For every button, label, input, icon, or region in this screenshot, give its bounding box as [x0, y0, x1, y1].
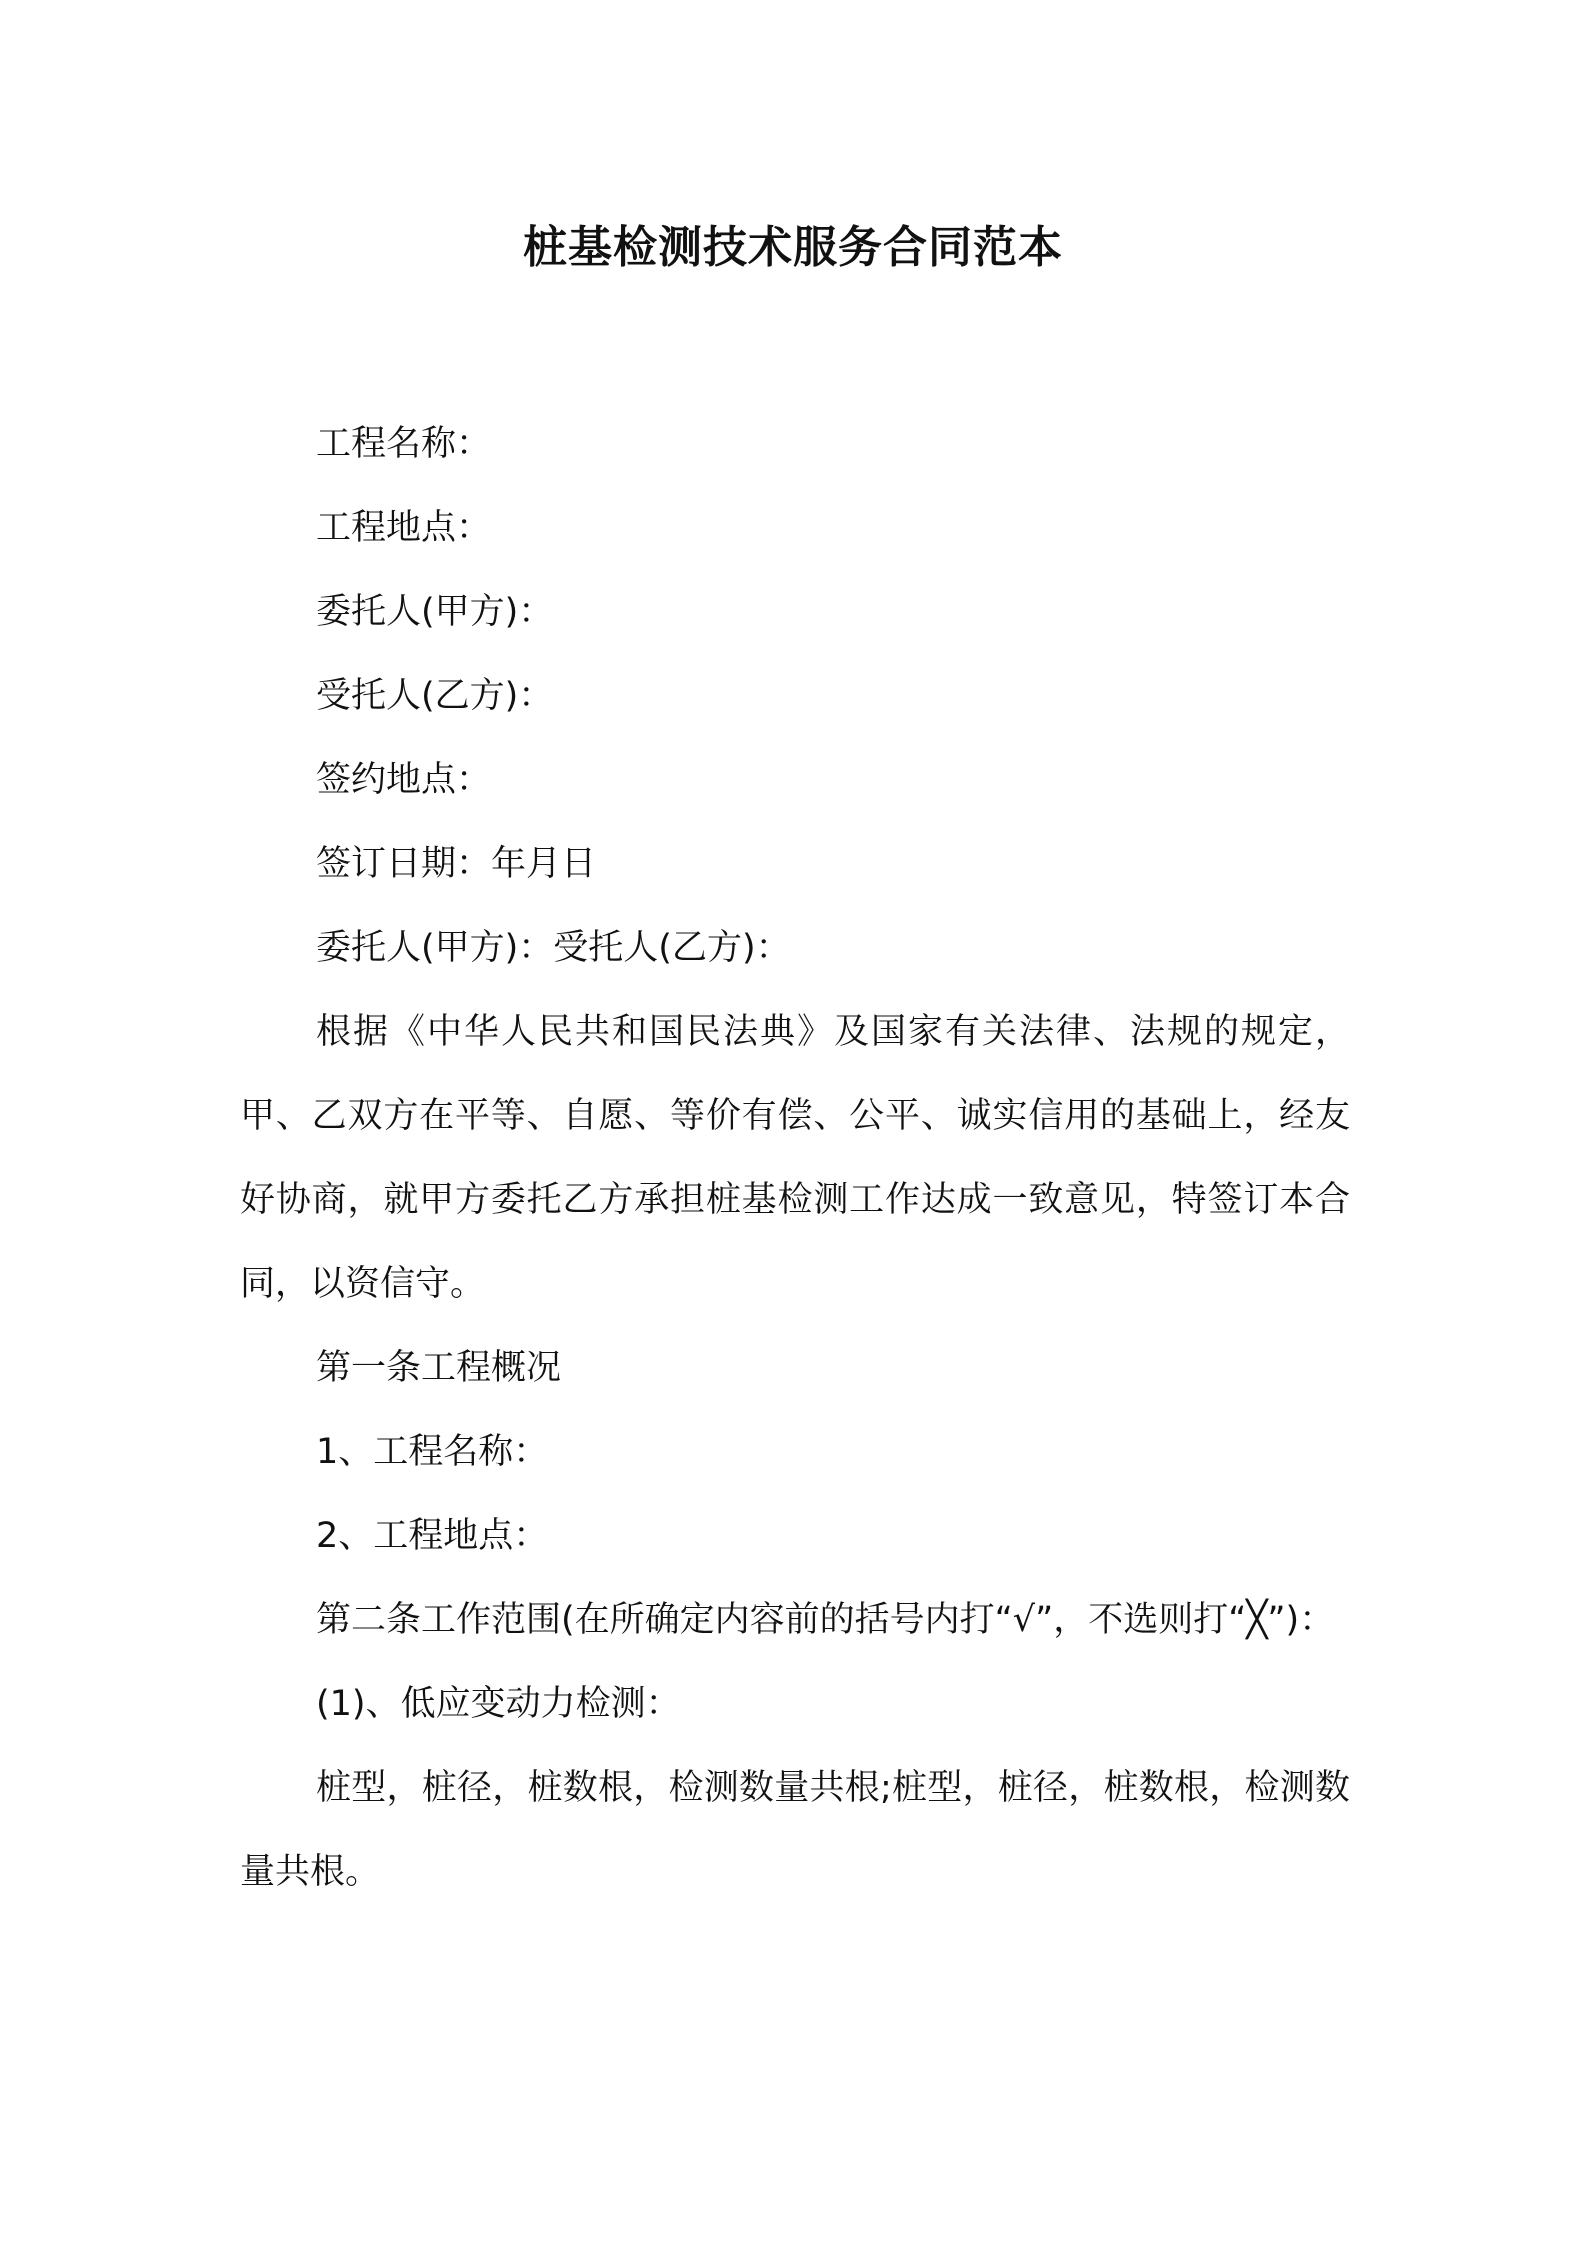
field-party-b: 受托人(乙方)： — [316, 676, 554, 716]
article-2-heading: 第二条工作范围(在所确定内容前的括号内打“√”，不选则打“╳”)： — [316, 1600, 1335, 1640]
article-1-heading: 第一条工程概况 — [316, 1348, 562, 1388]
field-project-name: 工程名称： — [316, 424, 492, 464]
preamble-paragraph: 根据《中华人民共和国民法典》及国家有关法律、法规的规定，甲、乙双方在平等、自愿、等价有偿、公平、诚实信用的基础上，经友好协商，就甲方委托乙方承担桩基检测工作达成一致意见，特签订本合同，以资信守。 — [240, 1012, 1350, 1304]
article-2-item-1-detail: 桩型，桩径，桩数根，检测数量共根;桩型，桩径，桩数根，检测数量共根。 — [240, 1768, 1350, 1892]
article-2-item-1: (1)、低应变动力检测： — [316, 1684, 681, 1724]
field-party-a: 委托人(甲方)： — [316, 592, 554, 632]
field-parties-line: 委托人(甲方)：受托人(乙方)： — [316, 928, 791, 968]
article-1-item-2: 2、工程地点： — [316, 1516, 549, 1556]
document-body — [240, 402, 1350, 1914]
field-signing-date: 签订日期：年月日 — [316, 844, 597, 884]
article-1-item-1: 1、工程名称： — [316, 1432, 549, 1472]
field-project-location: 工程地点： — [316, 508, 492, 548]
document-title: 桩基检测技术服务合同范本 — [523, 222, 1063, 273]
field-signing-place: 签约地点： — [316, 760, 492, 800]
